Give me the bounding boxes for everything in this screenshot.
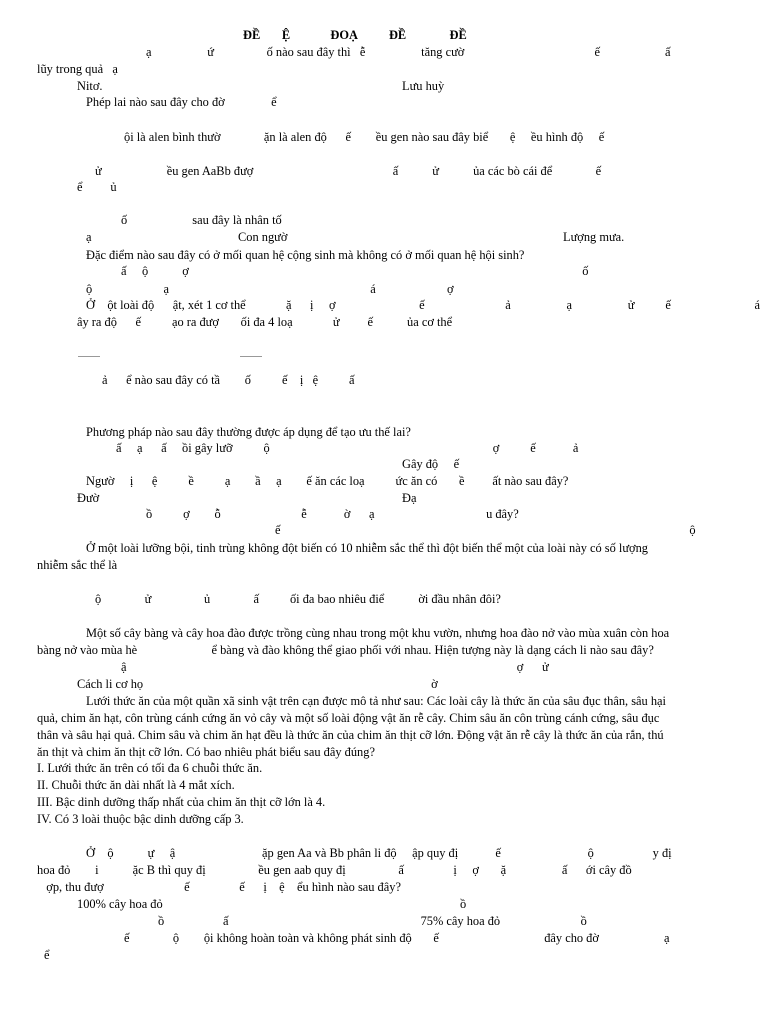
text-line: I. Lưới thức ăn trên có tối đa 6 chuỗi thức ăn. [37,761,263,775]
text-line: Ở một loài lưỡng bội, tinh trùng không đột biến có 10 nhiễm sắc thể thì đột biến thể một của loài này có số lượng [86,541,649,555]
text-line: nhiễm sắc thể là [37,558,118,572]
text-line: thân và sâu hại quả. Chim sâu và chim ăn hạt đều là thức ăn của chim ăn thịt cỡ lớn. Động vật ăn rễ cây là thức ăn của rắn, thú [37,728,664,742]
text-line: ử ều gen AaBb đượ ấ ử ủa các bò cái để ế [95,164,602,178]
text-line: ồ ợ ỗ ễ ờ ạ u đây? [146,507,519,521]
text-line: ể ủ [77,180,117,194]
text-line: hoa đỏ i ặc B thì quy đị ều gen aab quy đị ấ ị ợ ặ ấ ới cây đồ [37,863,632,877]
text-line: Cách li cơ họ ờ [77,677,438,691]
text-line: Đạ [402,491,417,505]
text-line: ế ộ ội không hoàn toàn và không phát sinh độ ế đây cho đờ ạ [124,931,670,945]
text-line: Ở ột loài độ ật, xét 1 cơ thể ặ ị ợ ế ả ạ ử ế á [86,298,761,312]
blank-line-1 [78,356,100,357]
text-line: ây ra độ ế ạo ra đượ ối đa 4 loạ ử ế ủa cơ thể [77,315,453,329]
text-line: Phương pháp nào sau đây thường được áp dụng để tạo ưu thế lai? [86,425,411,439]
text-line: Gây độ ế [402,457,460,471]
text-line: III. Bậc dinh dưỡng thấp nhất của chim ăn thịt cỡ lớn là 4. [37,795,326,809]
text-line: Đặc điểm nào sau đây có ở mối quan hệ cộng sinh mà không có ở mối quan hệ hội sinh? [86,248,525,262]
text-line: ội là alen bình thườ ặn là alen độ ế ều gen nào sau đây biể ệ ều hình độ ế [124,130,605,144]
text-line: II. Chuỗi thức ăn dài nhất là 4 mắt xích. [37,778,235,792]
text-line: Con ngườ [238,230,288,244]
text-line: ả ể nào sau đây có tầ ố ế ị ệ ấ [102,373,355,387]
text-line: ộ ử ủ ấ ối đa bao nhiêu điể ời đầu nhân đôi? [95,592,501,606]
text-line: Một số cây bàng và cây hoa đào được trồng cùng nhau trong một khu vườn, nhưng hoa đào nở vào mùa xuân còn hoa [86,626,670,640]
text-line: Phép lai nào sau đây cho đờ ể [86,95,277,109]
text-line: ế ộ [275,523,696,537]
text-line: Lượng mưa. [563,230,625,244]
text-line: ố sau đây là nhân tố [121,213,282,227]
text-line: Ngườ ị ệ ề ạ ầ ạ ế ăn các loạ ức ăn có ề ất nào sau đây? [86,474,569,488]
text-line: ồ ấ 75% cây hoa đỏ ồ [158,914,587,928]
document-title: ĐỀ Ệ ĐOẠ ĐỀ ĐỀ [243,28,467,42]
text-line: ợp, thu đượ ế ế ị ệ ểu hình nào sau đây? [37,880,401,894]
text-line: ạ ứ ố nào sau đây thì ễ tăng cườ ế ấ [146,45,671,59]
text-line: ể [44,948,50,962]
text-line: ấ ạ ấ ồi gây lưỡ ộ ợ ế ả [116,441,579,455]
text-line: Nitơ. [77,79,103,93]
text-line: bàng nở vào mùa hè ể bàng và đào không thể giao phối với nhau. Hiện tượng này là dạng cách li nào sau đây? [37,643,654,657]
text-line: Đườ [77,491,100,505]
text-line: Lưới thức ăn của một quần xã sinh vật trên cạn được mô tả như sau: Các loài cây là thức ăn của sâu đục thân, sâu hại [86,694,666,708]
blank-line-2 [240,356,262,357]
text-line: ăn thịt và chim ăn thịt cỡ lớn. Có bao nhiêu phát biểu sau đây đúng? [37,745,375,759]
text-line: Lưu huỳ [402,79,445,93]
text-line: ậ ợ ử [121,660,549,674]
text-line: ạ [86,230,92,244]
text-line: Ở ộ ự ậ ặp gen Aa và Bb phân li độ ập quy đị ế ộ y đị [86,846,672,860]
text-line: 100% cây hoa đỏ ồ [77,897,467,911]
text-line: lũy trong quả ạ [37,62,118,76]
text-line: ộ ạ á ợ [86,282,454,296]
text-line: quả, chim ăn hạt, côn trùng cánh cứng ăn vỏ cây và một số loài động vật ăn rễ cây. Chim sâu ăn côn trùng cánh cứng, sâu đục [37,711,660,725]
text-line: IV. Có 3 loài thuộc bậc dinh dưỡng cấp 3. [37,812,244,826]
text-line: ấ ộ ợ ố [121,264,589,278]
